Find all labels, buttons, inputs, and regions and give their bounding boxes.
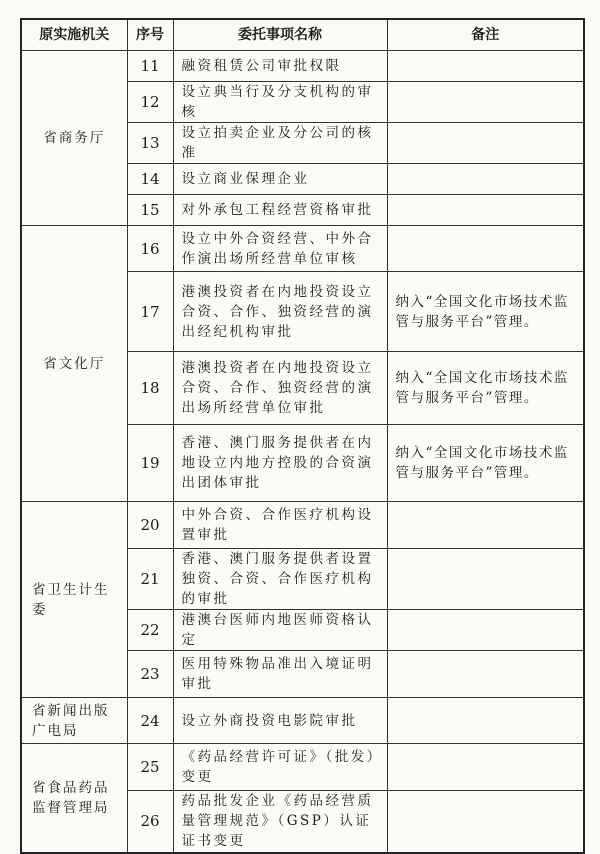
remarks-cell xyxy=(387,502,584,549)
item-name-cell: 药品批发企业《药品经营质量管理规范》（GSP）认证证书变更 xyxy=(173,791,387,853)
number-cell: 18 xyxy=(127,352,173,425)
item-name-cell: 港澳台医师内地医师资格认定 xyxy=(173,610,387,651)
number-cell: 24 xyxy=(127,698,173,744)
agency-cell: 省新闻出版广电局 xyxy=(21,698,127,744)
item-name-cell: 设立外商投资电影院审批 xyxy=(173,698,387,744)
item-name-cell: 对外承包工程经营资格审批 xyxy=(173,195,387,226)
item-name-cell: 设立典当行及分支机构的审核 xyxy=(173,82,387,123)
item-name-cell: 设立商业保理企业 xyxy=(173,164,387,195)
table-row xyxy=(21,744,584,791)
header-agency: 原实施机关 xyxy=(21,19,127,51)
header-number: 序号 xyxy=(127,19,173,51)
remarks-cell xyxy=(387,791,584,853)
item-name-cell: 设立中外合资经营、中外合作演出场所经营单位审核 xyxy=(173,226,387,272)
remarks-cell: 纳入“全国文化市场技术监管与服务平台”管理。 xyxy=(387,272,584,352)
delegation-table xyxy=(20,18,585,854)
number-cell: 17 xyxy=(127,272,173,352)
item-name-cell: 医用特殊物品准出入境证明审批 xyxy=(173,651,387,698)
header-item-name: 委托事项名称 xyxy=(173,19,387,51)
item-name-cell: 香港、澳门服务提供者在内地设立内地方控股的合资演出团体审批 xyxy=(173,425,387,502)
number-cell: 25 xyxy=(127,744,173,791)
number-cell: 23 xyxy=(127,651,173,698)
remarks-cell xyxy=(387,164,584,195)
remarks-cell xyxy=(387,226,584,272)
agency-cell: 省商务厅 xyxy=(21,51,127,226)
agency-cell: 省食品药品监督管理局 xyxy=(21,744,127,853)
number-cell: 22 xyxy=(127,610,173,651)
item-name-cell: 融资租赁公司审批权限 xyxy=(173,51,387,82)
number-cell: 14 xyxy=(127,164,173,195)
item-name-cell: 设立拍卖企业及分公司的核准 xyxy=(173,123,387,164)
item-name-cell: 香港、澳门服务提供者设置独资、合资、合作医疗机构的审批 xyxy=(173,549,387,610)
header-remarks: 备注 xyxy=(387,19,584,51)
number-cell: 19 xyxy=(127,425,173,502)
remarks-cell xyxy=(387,549,584,610)
table-row xyxy=(21,226,584,272)
item-name-cell: 港澳投资者在内地投资设立合资、合作、独资经营的演出经纪机构审批 xyxy=(173,272,387,352)
number-cell: 16 xyxy=(127,226,173,272)
number-cell: 12 xyxy=(127,82,173,123)
header-row xyxy=(21,19,584,51)
remarks-cell xyxy=(387,744,584,791)
remarks-cell: 纳入“全国文化市场技术监管与服务平台”管理。 xyxy=(387,352,584,425)
table-row xyxy=(21,698,584,744)
number-cell: 11 xyxy=(127,51,173,82)
remarks-cell xyxy=(387,610,584,651)
remarks-cell: 纳入“全国文化市场技术监管与服务平台”管理。 xyxy=(387,425,584,502)
table-row xyxy=(21,51,584,82)
remarks-cell xyxy=(387,82,584,123)
number-cell: 26 xyxy=(127,791,173,853)
item-name-cell: 中外合资、合作医疗机构设置审批 xyxy=(173,502,387,549)
number-cell: 20 xyxy=(127,502,173,549)
agency-cell: 省文化厅 xyxy=(21,226,127,502)
remarks-cell xyxy=(387,123,584,164)
number-cell: 15 xyxy=(127,195,173,226)
remarks-cell xyxy=(387,51,584,82)
number-cell: 13 xyxy=(127,123,173,164)
remarks-cell xyxy=(387,651,584,698)
item-name-cell: 港澳投资者在内地投资设立合资、合作、独资经营的演出场所经营单位审批 xyxy=(173,352,387,425)
number-cell: 21 xyxy=(127,549,173,610)
table-body xyxy=(21,51,584,853)
table-row xyxy=(21,502,584,549)
agency-cell: 省卫生计生委 xyxy=(21,502,127,698)
remarks-cell xyxy=(387,195,584,226)
item-name-cell: 《药品经营许可证》（批发）变更 xyxy=(173,744,387,791)
remarks-cell xyxy=(387,698,584,744)
